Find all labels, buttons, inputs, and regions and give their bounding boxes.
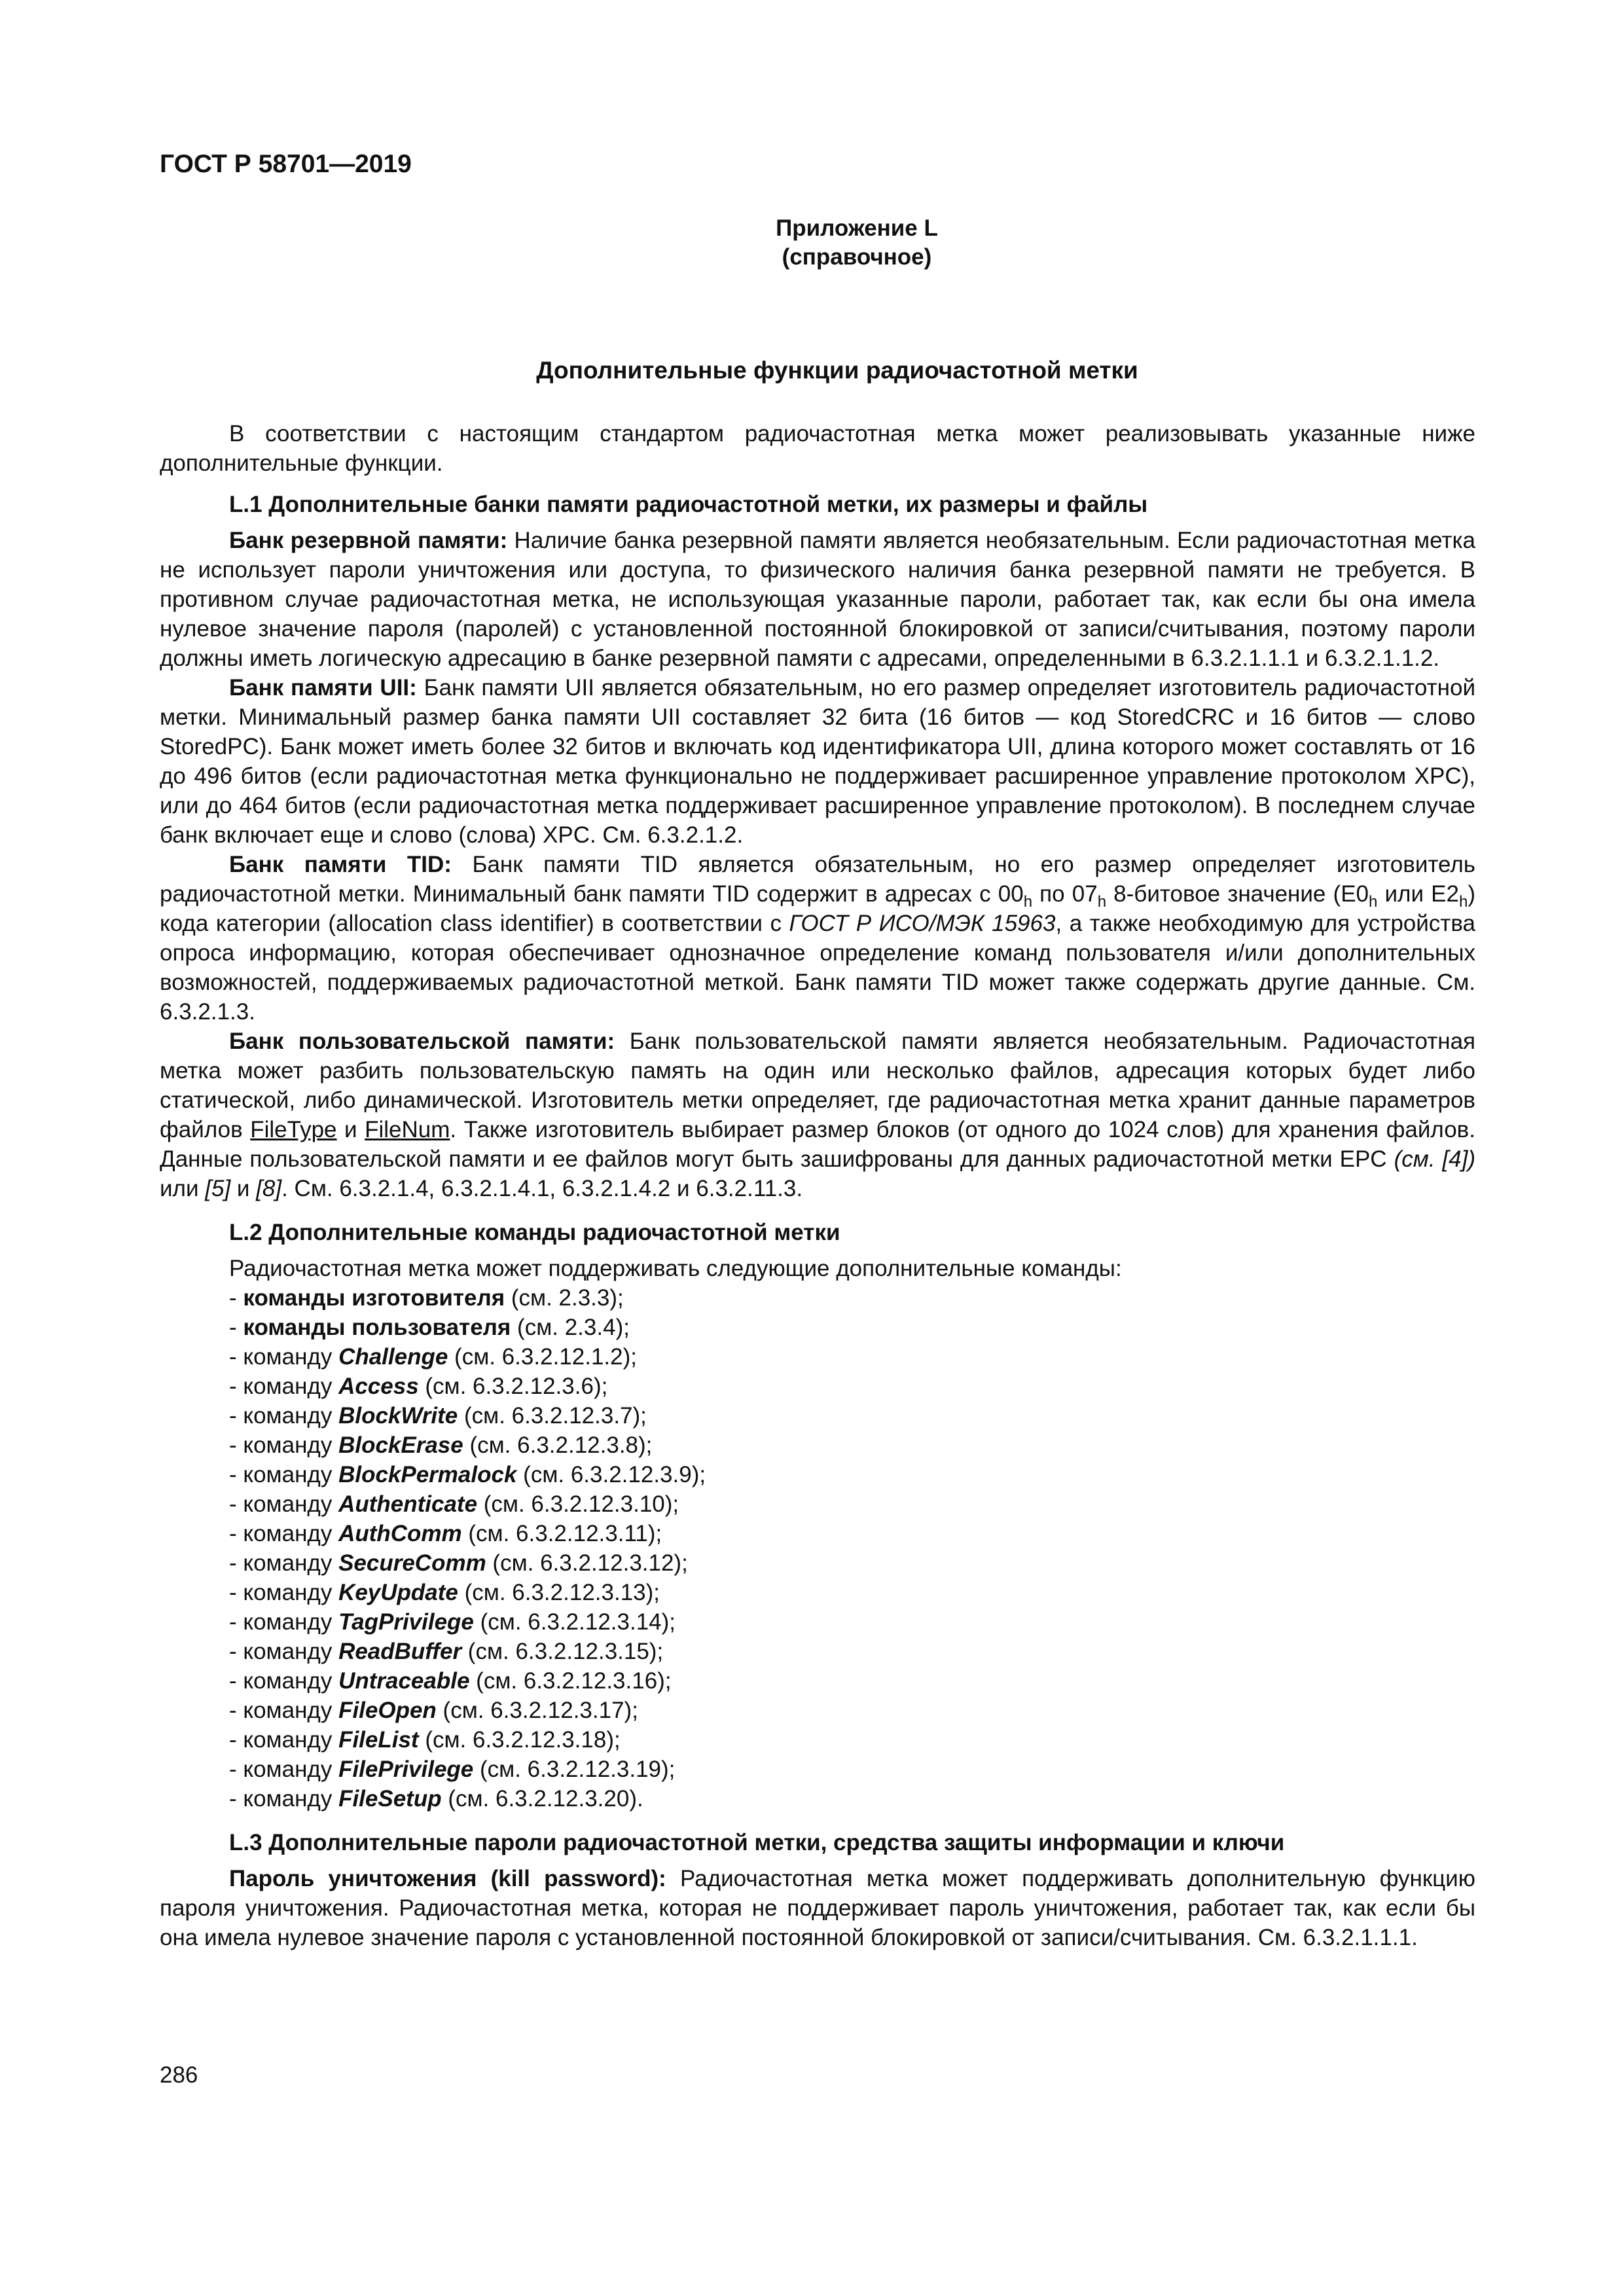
list-item (229, 1696, 1475, 1725)
list-item (229, 1784, 1475, 1813)
list-reference: (см. 6.3.2.12.3.17); (436, 1698, 638, 1723)
page-number: 286 (160, 2062, 198, 2088)
list-item (229, 1313, 1475, 1342)
tid-memory-term: Банк памяти TID: (229, 852, 452, 877)
command-group-name: команды изготовителя (243, 1285, 505, 1311)
list-reference: (см. 6.3.2.12.1.2); (448, 1344, 637, 1370)
list-prefix: - команду (229, 1786, 339, 1812)
command-name: FileList (338, 1727, 419, 1753)
list-prefix: - команду (229, 1580, 339, 1605)
list-item (229, 1607, 1475, 1637)
uii-memory-paragraph (160, 673, 1475, 850)
command-list-intro: Радиочастотная метка может поддерживать следующие дополнительные команды: (229, 1256, 1122, 1281)
list-reference: (см. 6.3.2.12.3.16); (469, 1668, 672, 1694)
list-prefix: - (229, 1285, 244, 1311)
command-name: AuthComm (338, 1521, 462, 1546)
list-reference: (см. 6.3.2.12.3.7); (458, 1403, 647, 1429)
list-item (229, 1755, 1475, 1784)
appendix-title: Дополнительные функции радиочастотной метки (536, 357, 1138, 384)
document-code: ГОСТ Р 58701—2019 (160, 150, 412, 178)
tid-text-3: 8-битовое значение (E0 (1106, 881, 1369, 907)
list-reference: (см. 6.3.2.12.3.10); (477, 1491, 679, 1517)
user-text-2: и (336, 1117, 365, 1142)
uii-memory-term: Банк памяти UII: (229, 675, 417, 701)
list-item (229, 1725, 1475, 1755)
command-name: TagPrivilege (338, 1609, 474, 1635)
list-reference: (см. 6.3.2.12.3.9); (516, 1462, 706, 1487)
reserved-memory-text: Наличие банка резервной памяти является необязательным. Если радиочастотная метка не использует пароли уничтожения или доступа, то физического наличия банка резервной памяти не требуется. В противном случае радиочастотная метка, не использующая указанные пароли, работает так, как если бы она имела нулевое значение пароля (паролей) с установленной постоянной блокировкой от записи/считывания, поэтому пароли должны иметь логическую адресацию в банке резервной памяти с адресами, определенными в 6.3.2.1.1.1 и 6.3.2.1.1.2. (160, 528, 1475, 671)
list-prefix: - команду (229, 1550, 339, 1576)
list-reference: (см. 6.3.2.12.3.20). (441, 1786, 643, 1812)
section-l1-title: L.1 Дополнительные банки памяти радиочастотной метки, их размеры и файлы (229, 492, 1148, 517)
list-prefix: - команду (229, 1668, 339, 1694)
list-reference: (см. 6.3.2.12.3.13); (458, 1580, 660, 1605)
list-prefix: - команду (229, 1374, 339, 1399)
kill-password-text: Радиочастотная метка может поддерживать дополнительную функцию пароля уничтожения. Радиочастотная метка, которая не поддерживает пароль уничтожения, работает так, как если бы она имела нулевое значение пароля с установленной постоянной блокировкой от записи/считывания. См. 6.3.2.1.1.1. (160, 1866, 1475, 1950)
tid-sub-4: h (1458, 893, 1468, 911)
user-text-6: . См. 6.3.2.1.4, 6.3.2.1.4.1, 6.3.2.1.4.2 и 6.3.2.11.3. (281, 1176, 803, 1201)
command-name: KeyUpdate (338, 1580, 458, 1605)
list-item (229, 1283, 1475, 1313)
list-reference: (см. 6.3.2.12.3.12); (486, 1550, 688, 1576)
list-prefix: - команду (229, 1462, 339, 1487)
command-name: BlockWrite (338, 1403, 458, 1429)
command-name: SecureComm (338, 1550, 486, 1576)
list-prefix: - команду (229, 1491, 339, 1517)
list-prefix: - команду (229, 1344, 339, 1370)
appendix-type: (справочное) (782, 244, 932, 270)
tid-sub-3: h (1369, 893, 1378, 911)
list-prefix: - команду (229, 1609, 339, 1635)
list-item (229, 1666, 1475, 1696)
list-reference: (см. 6.3.2.12.3.19); (473, 1757, 676, 1782)
list-prefix: - команду (229, 1521, 339, 1546)
list-item (229, 1548, 1475, 1578)
reserved-memory-paragraph (160, 526, 1475, 673)
command-name: FileSetup (338, 1786, 442, 1812)
section-l2-title: L.2 Дополнительные команды радиочастотной метки (229, 1220, 840, 1245)
list-prefix: - команду (229, 1757, 339, 1782)
list-item (229, 1489, 1475, 1519)
list-reference: (см. 2.3.3); (505, 1285, 624, 1311)
bibliography-ref-4: (см. [4]) (1394, 1146, 1475, 1172)
command-name: Access (338, 1374, 419, 1399)
user-text-5: и (230, 1176, 257, 1201)
list-reference: (см. 6.3.2.12.3.18); (418, 1727, 621, 1753)
bibliography-ref-5: [5] (205, 1176, 231, 1201)
command-name: FilePrivilege (338, 1757, 474, 1782)
document-page (160, 149, 1475, 1952)
appendix-heading (238, 214, 1475, 272)
user-text-1: Банк пользовательской памяти является необязательным. Радиочастотная метка может разбить пользовательскую память на один или несколько файлов, адресация которых будет либо статической, либо динамической. Изготовитель метки определяет, где радиочастотная метка хранит данные параметров файлов (160, 1029, 1475, 1142)
command-name: FileOpen (338, 1698, 437, 1723)
kill-password-term: Пароль уничтожения (kill password): (229, 1866, 666, 1891)
appendix-label: Приложение L (776, 215, 938, 241)
uii-memory-text: Банк памяти UII является обязательным, но его размер определяет изготовитель радиочастотной метки. Минимальный размер банка памяти UII составляет 32 бита (16 битов — код StoredCRC и 16 битов — слово StoredPC). Банк может иметь более 32 битов и включать код идентификатора UII, длина которого может составлять от 16 до 496 битов (если радиочастотная метка функционально не поддерживает расширенное управление протоколом XPC), или до 464 битов (если радиочастотная метка поддерживает расширенное управление протоколом). В последнем случае банк включает еще и слово (слова) XPC. См. 6.3.2.1.2. (160, 675, 1476, 848)
bibliography-ref-8: [8] (256, 1176, 282, 1201)
filetype-parameter: FileType (250, 1117, 337, 1142)
user-memory-term: Банк пользовательской памяти: (229, 1029, 615, 1054)
list-reference: (см. 6.3.2.12.3.8); (463, 1432, 653, 1458)
command-group-name: команды пользователя (243, 1315, 511, 1340)
kill-password-paragraph (160, 1864, 1475, 1952)
command-name: Authenticate (338, 1491, 478, 1517)
list-reference: (см. 6.3.2.12.3.15); (461, 1639, 664, 1664)
user-text-4: или (160, 1176, 206, 1201)
list-reference: (см. 6.3.2.12.3.11); (461, 1521, 662, 1546)
command-name: Untraceable (338, 1668, 470, 1694)
user-memory-paragraph (160, 1027, 1475, 1203)
list-item (229, 1372, 1475, 1401)
list-prefix: - команду (229, 1698, 339, 1723)
filenum-parameter: FileNum (365, 1117, 450, 1142)
command-list (160, 1254, 1475, 1813)
list-item (229, 1637, 1475, 1666)
tid-sub-1: h (1023, 893, 1033, 911)
user-text-3: . Также изготовитель выбирает размер блоков (от одного до 1024 слов) для хранения файлов. Данные пользовательской памяти и ее файлов могут быть зашифрованы для данных радиочастотной метки EPC (160, 1117, 1475, 1172)
list-item (229, 1519, 1475, 1548)
list-prefix: - команду (229, 1403, 339, 1429)
command-name: BlockPermalock (338, 1462, 517, 1487)
list-prefix: - команду (229, 1432, 339, 1458)
list-item (229, 1430, 1475, 1460)
command-name: ReadBuffer (338, 1639, 462, 1664)
list-item (229, 1401, 1475, 1430)
section-l3-title: L.3 Дополнительные пароли радиочастотной метки, средства защиты информации и ключи (229, 1830, 1285, 1855)
tid-text-5: ) кода категории (allocation class identifier) в соответствии с (160, 881, 1475, 936)
command-name: Challenge (338, 1344, 448, 1370)
reserved-memory-term: Банк резервной памяти: (229, 528, 508, 553)
tid-sub-2: h (1097, 893, 1107, 911)
list-prefix: - команду (229, 1639, 339, 1664)
list-prefix: - команду (229, 1727, 339, 1753)
tid-text-1: Банк памяти TID является обязательным, но его размер определяет изготовитель радиочастотной метки. Минимальный банк памяти TID содержит в адресах с 00 (160, 852, 1475, 907)
list-item (229, 1578, 1475, 1607)
list-reference: (см. 6.3.2.12.3.14); (473, 1609, 676, 1635)
tid-text-6: , а также необходимую для устройства опроса информацию, которая обеспечивает однозначное определение команд пользователя и/или дополнительных возможностей, поддерживаемых радиочастотной меткой. Банк памяти TID может также содержать другие данные. См. 6.3.2.1.3. (160, 911, 1476, 1025)
list-prefix: - (229, 1315, 244, 1340)
list-item (229, 1342, 1475, 1372)
tid-memory-paragraph (160, 850, 1475, 1027)
list-reference: (см. 2.3.4); (511, 1315, 630, 1340)
tid-text-2: по 07 (1032, 881, 1098, 907)
command-name: BlockErase (338, 1432, 463, 1458)
tid-text-4: или E2 (1377, 881, 1459, 907)
intro-paragraph: В соответствии с настоящим стандартом радиочастотная метка может реализовывать указанные ниже дополнительные функции. (160, 421, 1475, 476)
tid-standard-reference: ГОСТ Р ИСО/МЭК 15963 (789, 911, 1056, 936)
list-item (229, 1460, 1475, 1489)
list-reference: (см. 6.3.2.12.3.6); (418, 1374, 608, 1399)
